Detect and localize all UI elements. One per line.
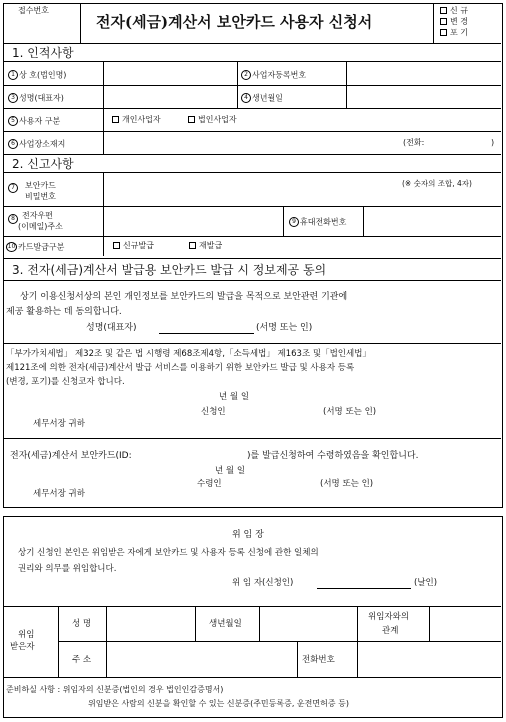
col-divider bbox=[346, 62, 347, 108]
checkbox[interactable] bbox=[112, 116, 119, 123]
seal-label: (날인) bbox=[414, 578, 438, 588]
name-rep-label: 3 성명(대표자) bbox=[8, 93, 64, 103]
date-line-2: 년 월 일 bbox=[215, 466, 246, 476]
sign-or-seal: (서명 또는 인) bbox=[323, 407, 377, 417]
date-line: 년 월 일 bbox=[219, 392, 250, 402]
label-column-divider bbox=[103, 173, 104, 256]
option-new[interactable]: 신 규 bbox=[440, 7, 468, 15]
table-col bbox=[259, 606, 260, 641]
trade-name-label: 1 상 호(법인명) bbox=[8, 70, 66, 80]
delegate-birth-label: 생년월일 bbox=[209, 619, 242, 629]
delegator-signature-line[interactable] bbox=[317, 588, 411, 589]
table-bottom bbox=[4, 677, 501, 678]
consent-sign-suffix: (서명 또는 인) bbox=[256, 323, 313, 333]
corporate-option[interactable]: 법인사업자 bbox=[188, 116, 237, 124]
checkbox[interactable] bbox=[440, 29, 447, 36]
delegation-title: 위 임 장 bbox=[232, 530, 264, 540]
security-card-text: 보안카드 bbox=[25, 181, 56, 190]
row-divider bbox=[4, 236, 501, 237]
section-2-header: 2. 신고사항 bbox=[4, 154, 501, 173]
email-text-2: (이메일)주소 bbox=[18, 222, 63, 231]
password-text: 비밀번호 bbox=[25, 192, 56, 201]
issue-type-label: 10 카드발급구분 bbox=[7, 242, 65, 252]
delegator-label: 위 임 자(신청인) bbox=[232, 578, 294, 588]
delegate-label-1: 위임 bbox=[18, 630, 35, 640]
consent-line-1: 상기 이용신청서상의 본인 개인정보를 보안카드의 발급을 목적으로 보안관련 기관에 bbox=[20, 292, 348, 302]
checkbox[interactable] bbox=[189, 242, 196, 249]
row-divider bbox=[4, 438, 501, 439]
mobile-label: 9 휴대전화번호 bbox=[289, 217, 346, 227]
phone-open: (전화: bbox=[403, 138, 425, 147]
signature-line[interactable] bbox=[159, 333, 254, 334]
table-col bbox=[195, 606, 196, 641]
table-col bbox=[58, 606, 59, 677]
law-line-3: (변경, 포기)를 신청코자 합니다. bbox=[6, 377, 125, 387]
option-cancel[interactable]: 포 기 bbox=[440, 29, 468, 37]
address-label: 6 사업장소재지 bbox=[8, 139, 65, 149]
security-card-label: 7 bbox=[8, 183, 19, 193]
row-divider bbox=[4, 343, 501, 344]
preparation-line-2: 위임받은 사람의 신분을 확인할 수 있는 신분증(주민등록증, 운전면허증 등) bbox=[88, 699, 349, 708]
row-divider bbox=[4, 85, 501, 86]
checkbox[interactable] bbox=[113, 242, 120, 249]
password-note: (※ 숫자의 조합, 4자) bbox=[402, 179, 472, 188]
delegation-text-2: 권리와 의무를 위임합니다. bbox=[18, 564, 117, 574]
table-row-divider bbox=[58, 641, 501, 642]
law-line-1: 「부가가치세법」 제32조 및 같은 법 시행령 제68조제4항,「소득세법」 제163조 및「법인세법」 bbox=[6, 349, 371, 359]
table-col bbox=[106, 606, 107, 677]
header-divider bbox=[80, 3, 81, 43]
to-tax-office-2: 세무서장 귀하 bbox=[33, 489, 85, 499]
col-divider bbox=[363, 206, 364, 236]
individual-option[interactable]: 개인사업자 bbox=[112, 116, 161, 124]
delegate-phone-label: 전화번호 bbox=[302, 655, 335, 665]
email-text: 전자우편 bbox=[22, 211, 53, 220]
delegate-label-2: 받은자 bbox=[10, 642, 35, 652]
delegate-address-label: 주 소 bbox=[72, 655, 92, 665]
header-divider bbox=[433, 3, 434, 43]
to-tax-office: 세무서장 귀하 bbox=[33, 419, 85, 429]
law-line-2: 제121조에 의한 전자(세금)계산서 발급 서비스를 이용하기 위한 보안카드 발급 및 사용자 등록 bbox=[6, 363, 355, 373]
delegation-text-1: 상기 신청인 본인은 위임받은 자에게 보안카드 및 사용자 등록 신청에 관한 일체의 bbox=[18, 548, 319, 558]
reissue-option[interactable]: 재발급 bbox=[189, 242, 222, 250]
phone-close: ) bbox=[491, 138, 495, 147]
birth-label: 4 생년월일 bbox=[241, 93, 283, 103]
recipient-label: 수령인 bbox=[197, 479, 222, 489]
col-divider bbox=[237, 62, 238, 108]
new-issue-option[interactable]: 신규발급 bbox=[113, 242, 154, 250]
table-col bbox=[297, 641, 298, 677]
checkbox[interactable] bbox=[188, 116, 195, 123]
table-col bbox=[357, 606, 358, 677]
applicant-label: 신청인 bbox=[201, 407, 226, 417]
col-divider bbox=[283, 206, 284, 236]
consent-signer-label: 성명(대표자) bbox=[86, 323, 137, 333]
sign-or-seal-2: (서명 또는 인) bbox=[320, 479, 374, 489]
table-top bbox=[4, 606, 501, 607]
email-label: 8 bbox=[8, 214, 19, 224]
receipt-line-1: 전자(세금)계산서 보안카드(ID: bbox=[10, 451, 132, 461]
receipt-line-1b: )를 발급신청하여 수령하였음을 확인합니다. bbox=[247, 451, 419, 461]
option-change[interactable]: 변 경 bbox=[440, 18, 468, 26]
checkbox[interactable] bbox=[440, 7, 447, 14]
relation-label-2: 관계 bbox=[382, 626, 399, 636]
section-3-header: 3. 전자(세금)계산서 발급용 보안카드 발급 시 정보제공 동의 bbox=[4, 258, 501, 281]
checkbox[interactable] bbox=[440, 18, 447, 25]
user-type-label: 5 사용자 구분 bbox=[8, 116, 60, 126]
table-col bbox=[429, 606, 430, 641]
receipt-no-label: 접수번호 bbox=[18, 6, 49, 15]
row-divider bbox=[4, 206, 501, 207]
row-divider bbox=[4, 131, 501, 132]
consent-line-2: 제공 활용하는 데 동의합니다. bbox=[6, 307, 122, 317]
relation-label-1: 위임자와의 bbox=[368, 612, 410, 622]
biz-reg-no-label: 2 사업자등록번호 bbox=[241, 70, 306, 80]
form-title: 전자(세금)계산서 보안카드 사용자 신청서 bbox=[96, 13, 373, 31]
section-1-header: 1. 인적사항 bbox=[4, 43, 501, 62]
delegate-name-label: 성 명 bbox=[72, 619, 92, 629]
row-divider bbox=[4, 108, 501, 109]
preparation-line-1: 준비하실 사항 : 위임자의 신분증(법인의 경우 법인인감증명서) bbox=[6, 685, 224, 694]
